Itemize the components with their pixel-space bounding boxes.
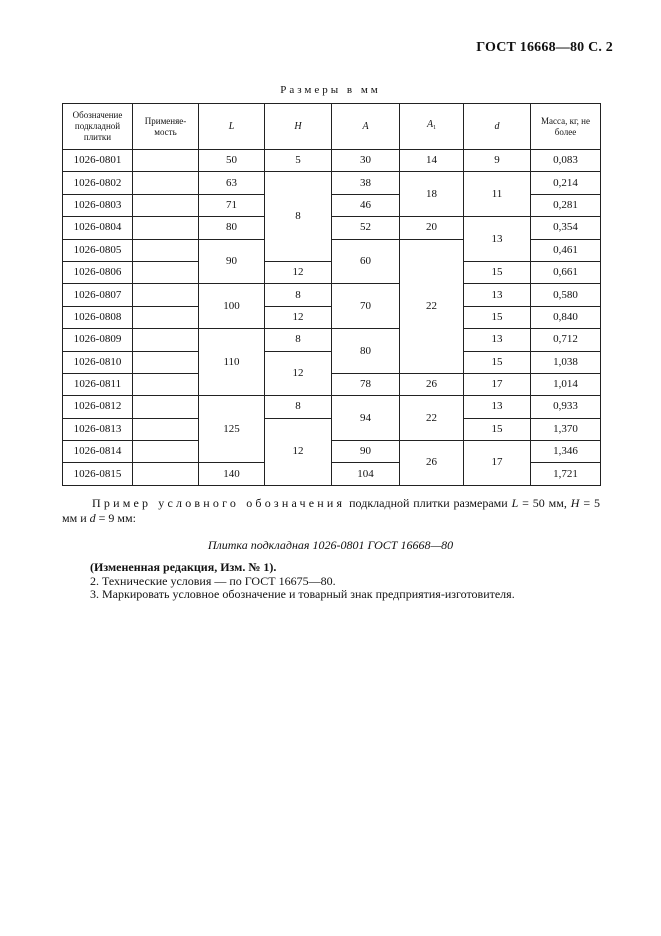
notes-block [90, 561, 515, 602]
cell-d: 11 [464, 172, 531, 217]
col-header-A1-subscript: 1 [433, 125, 437, 131]
cell-usage [133, 441, 199, 463]
cell-L: 71 [199, 194, 265, 216]
table-row [63, 217, 601, 239]
cell-designation: 1026-0807 [63, 284, 133, 306]
cell-usage [133, 373, 199, 395]
example-text-4: = 9 мм: [95, 511, 136, 525]
cell-L: 50 [199, 150, 265, 172]
cell-A1: 26 [400, 441, 464, 486]
table-caption: Размеры в мм [280, 84, 381, 96]
cell-A: 94 [332, 396, 400, 441]
col-header-designation: Обозначение подкладной плитки [63, 104, 133, 150]
cell-usage [133, 194, 199, 216]
cell-mass: 0,580 [531, 284, 601, 306]
cell-mass: 0,461 [531, 239, 601, 261]
cell-L: 63 [199, 172, 265, 194]
example-text-3: = 5 мм и [62, 496, 600, 525]
col-header-A1 [400, 104, 464, 150]
cell-H: 5 [265, 150, 332, 172]
note-item-3: 3. Маркировать условное обозначение и товарный знак предприятия-изготовителя. [90, 587, 515, 601]
col-header-mass: Масса, кг, не более [531, 104, 601, 150]
cell-mass: 0,933 [531, 396, 601, 418]
designation-example-paragraph [62, 496, 600, 526]
example-symbol-L: L [511, 496, 519, 510]
cell-mass: 1,721 [531, 463, 601, 485]
cell-H: 8 [265, 284, 332, 306]
cell-A1: 14 [400, 150, 464, 172]
cell-usage [133, 217, 199, 239]
cell-mass: 0,661 [531, 261, 601, 283]
cell-d: 15 [464, 351, 531, 373]
cell-designation: 1026-0811 [63, 373, 133, 395]
cell-usage [133, 261, 199, 283]
example-text-1: подкладной плитки размерами [345, 496, 512, 510]
col-header-d: d [464, 104, 531, 150]
cell-A1: 18 [400, 172, 464, 217]
cell-usage [133, 396, 199, 418]
cell-A1: 26 [400, 373, 464, 395]
cell-L: 110 [199, 329, 265, 396]
table-row [63, 150, 601, 172]
cell-A: 30 [332, 150, 400, 172]
cell-L: 140 [199, 463, 265, 485]
cell-d: 9 [464, 150, 531, 172]
cell-A: 38 [332, 172, 400, 194]
cell-usage [133, 172, 199, 194]
cell-mass: 1,370 [531, 418, 601, 440]
cell-A: 78 [332, 373, 400, 395]
cell-A: 80 [332, 329, 400, 374]
cell-A1: 22 [400, 239, 464, 373]
cell-H: 8 [265, 172, 332, 262]
cell-d: 13 [464, 396, 531, 418]
cell-A: 52 [332, 217, 400, 239]
example-designation: Плитка подкладная 1026-0801 ГОСТ 16668—80 [207, 538, 454, 552]
cell-usage [133, 418, 199, 440]
cell-usage [133, 306, 199, 328]
example-symbol-H: H [570, 496, 580, 510]
cell-usage [133, 150, 199, 172]
cell-mass: 0,840 [531, 306, 601, 328]
table-row [63, 441, 601, 463]
cell-A1: 20 [400, 217, 464, 239]
cell-mass: 0,214 [531, 172, 601, 194]
cell-designation: 1026-0815 [63, 463, 133, 485]
cell-H: 12 [265, 306, 332, 328]
col-header-H: H [265, 104, 332, 150]
cell-usage [133, 239, 199, 261]
cell-usage [133, 284, 199, 306]
dimensions-table [62, 103, 601, 486]
cell-H: 8 [265, 396, 332, 418]
col-header-A1-main: A [426, 119, 434, 130]
col-header-A: A [332, 104, 400, 150]
cell-designation: 1026-0808 [63, 306, 133, 328]
revision-note: (Измененная редакция, Изм. № 1). [90, 560, 277, 574]
cell-d: 15 [464, 418, 531, 440]
table-header-row [63, 104, 601, 150]
cell-designation: 1026-0814 [63, 441, 133, 463]
cell-A: 70 [332, 284, 400, 329]
cell-designation: 1026-0804 [63, 217, 133, 239]
cell-H: 12 [265, 261, 332, 283]
cell-d: 13 [464, 217, 531, 262]
cell-mass: 0,354 [531, 217, 601, 239]
cell-L: 125 [199, 396, 265, 463]
cell-designation: 1026-0802 [63, 172, 133, 194]
cell-L: 100 [199, 284, 265, 329]
cell-H: 12 [265, 418, 332, 485]
cell-A: 90 [332, 441, 400, 463]
table-row [63, 284, 601, 306]
col-header-L: L [199, 104, 265, 150]
example-text-2: = 50 мм, [518, 496, 571, 510]
cell-d: 17 [464, 441, 531, 486]
cell-designation: 1026-0805 [63, 239, 133, 261]
cell-mass: 1,346 [531, 441, 601, 463]
note-item-2: 2. Технические условия — по ГОСТ 16675—80. [90, 573, 336, 588]
cell-d: 13 [464, 284, 531, 306]
cell-designation: 1026-0801 [63, 150, 133, 172]
cell-H: 12 [265, 351, 332, 396]
cell-mass: 1,038 [531, 351, 601, 373]
page-header: ГОСТ 16668—80 С. 2 [476, 40, 613, 55]
cell-A: 46 [332, 194, 400, 216]
cell-A: 104 [332, 463, 400, 485]
cell-L: 90 [199, 239, 265, 284]
cell-mass: 0,712 [531, 329, 601, 351]
col-header-usage: Применяе- мость [133, 104, 199, 150]
cell-d: 13 [464, 329, 531, 351]
cell-designation: 1026-0809 [63, 329, 133, 351]
cell-A: 60 [332, 239, 400, 284]
cell-usage [133, 463, 199, 485]
cell-designation: 1026-0810 [63, 351, 133, 373]
cell-H: 8 [265, 329, 332, 351]
cell-L: 80 [199, 217, 265, 239]
cell-d: 17 [464, 373, 531, 395]
cell-designation: 1026-0806 [63, 261, 133, 283]
table-row [63, 373, 601, 395]
cell-usage [133, 351, 199, 373]
cell-designation: 1026-0803 [63, 194, 133, 216]
table-row [63, 329, 601, 351]
cell-mass: 0,083 [531, 150, 601, 172]
cell-mass: 1,014 [531, 373, 601, 395]
table-row [63, 172, 601, 194]
example-symbol-d: d [89, 511, 96, 525]
cell-designation: 1026-0812 [63, 396, 133, 418]
example-lead: Пример условного обозначения [92, 496, 346, 510]
cell-d: 15 [464, 261, 531, 283]
cell-A1: 22 [400, 396, 464, 441]
cell-d: 15 [464, 306, 531, 328]
cell-usage [133, 329, 199, 351]
cell-designation: 1026-0813 [63, 418, 133, 440]
cell-mass: 0,281 [531, 194, 601, 216]
table-row [63, 396, 601, 418]
